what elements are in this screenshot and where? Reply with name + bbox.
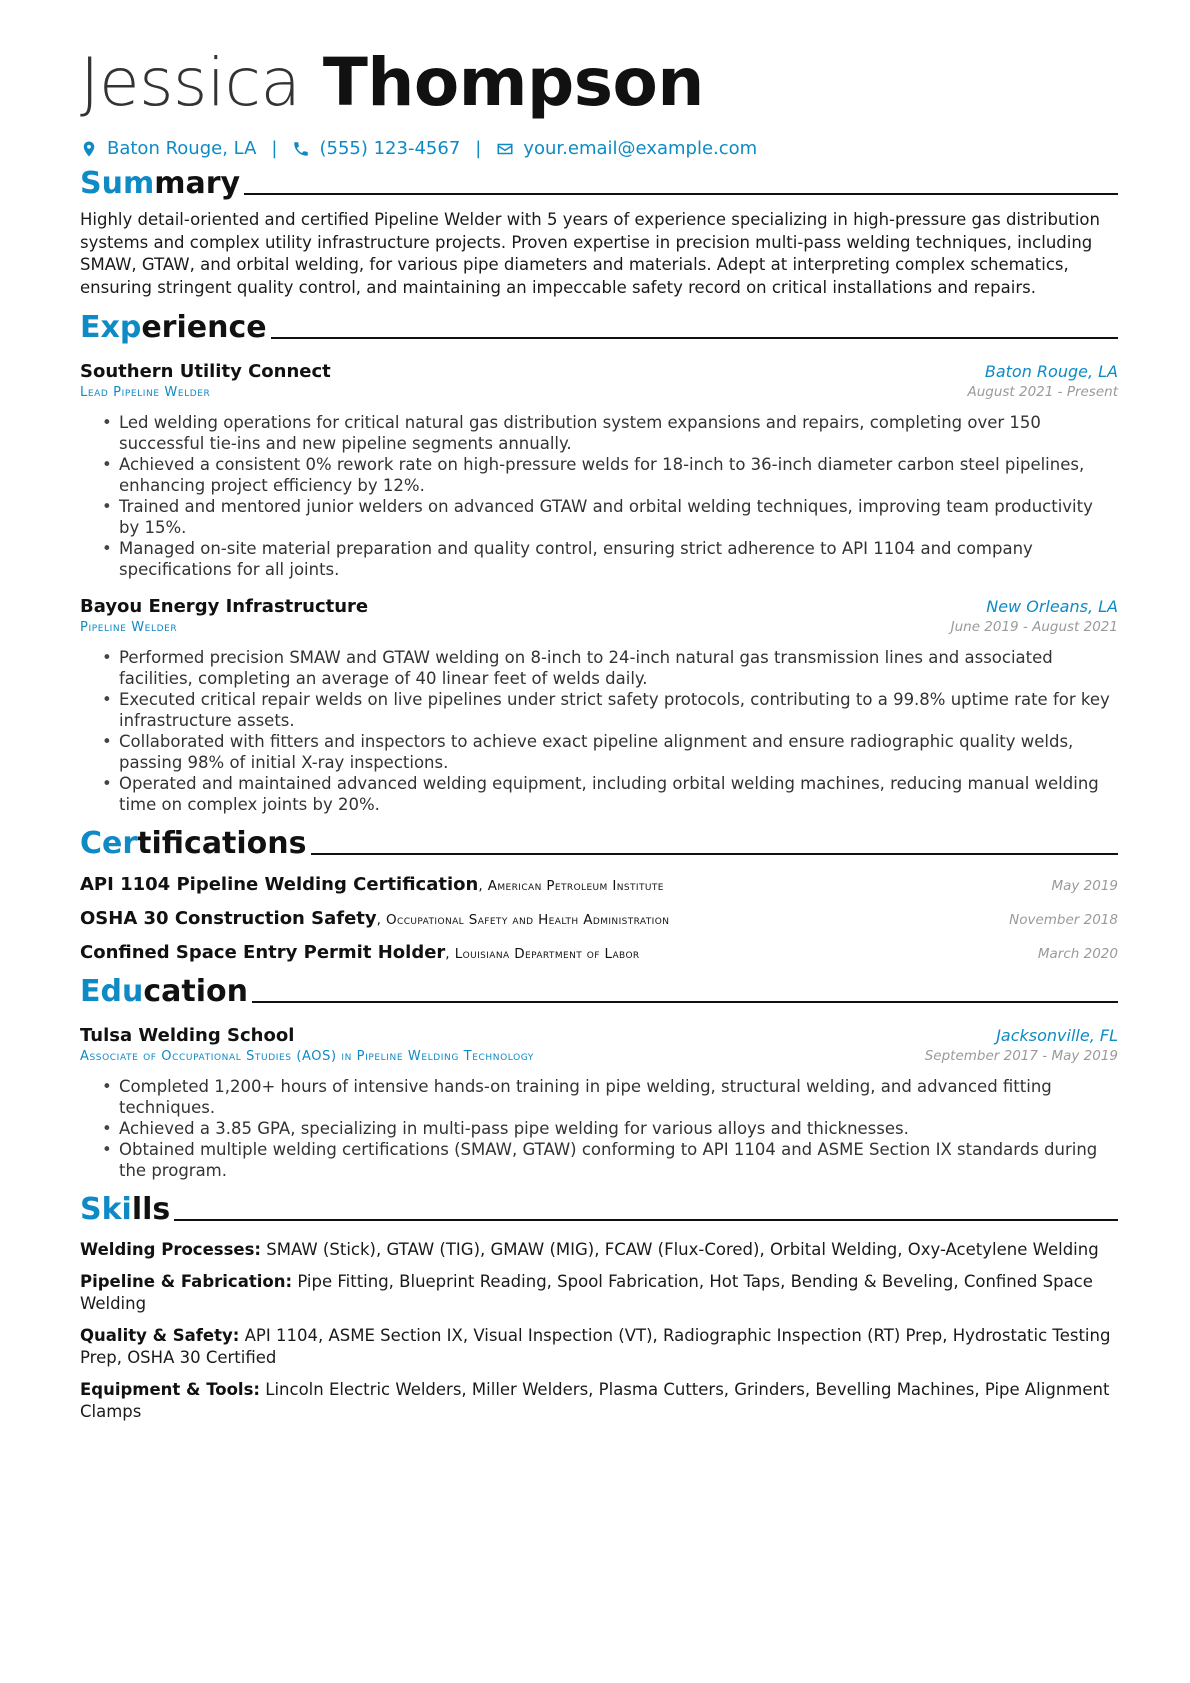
list-item: • Led welding operations for critical natural gas distribution system expansions and repairs, completing over 150 successful tie-ins and new pipeline segments annually. <box>102 412 1118 454</box>
summary-text: Highly detail-oriented and certified Pipeline Welder with 5 years of experience specializing in high-pressure gas distribution systems and complex utility infrastructure projects. Proven expertise in precision multi-pass welding techniques, including SMAW, GTAW, and orbital welding, for various pipe diameters and materials. Adept at interpreting complex schematics, ensuring stringent quality control, and maintaining an impeccable safety record on critical installations and repairs. <box>80 210 1100 297</box>
title-accent: Ski <box>80 1192 132 1227</box>
section-title <box>80 827 307 861</box>
contact-phone[interactable] <box>292 138 460 159</box>
job-title: Lead Pipeline Welder <box>80 385 211 400</box>
separator: | <box>271 138 278 159</box>
list-item: • Operated and maintained advanced welding equipment, including orbital welding machines, reducing manual welding time on complex joints by 20%. <box>102 773 1118 815</box>
education-entry <box>80 1025 1118 1181</box>
title-accent: Edu <box>80 974 144 1009</box>
contact-bar <box>80 138 1118 159</box>
cert-issuer: Louisiana Department of Labor <box>454 946 640 962</box>
list-item: • Executed critical repair welds on live pipelines under strict safety protocols, contributing to a 99.8% uptime rate for key infrastructure assets. <box>102 689 1118 731</box>
cert-comma: , <box>478 878 488 894</box>
list-item: • Managed on-site material preparation and quality control, ensuring strict adherence to API 1104 and company specifications for all joints. <box>102 538 1118 580</box>
skill-row <box>80 1379 1118 1423</box>
email-link[interactable]: your.email@example.com <box>523 138 758 159</box>
list-item: • Collaborated with fitters and inspectors to achieve exact pipeline alignment and ensure radiographic quality welds, passing 98% of initial X-ray inspections. <box>102 731 1118 773</box>
experience-heading <box>80 311 1118 345</box>
section-title <box>80 311 267 345</box>
list-item: • Obtained multiple welding certifications (SMAW, GTAW) conforming to API 1104 and ASME Section IX standards during the program. <box>102 1139 1118 1181</box>
list-item: • Completed 1,200+ hours of intensive hands-on training in pipe welding, structural welding, and advanced fitting techniques. <box>102 1076 1118 1118</box>
list-item: • Trained and mentored junior welders on advanced GTAW and orbital welding techniques, improving team productivity by 15%. <box>102 496 1118 538</box>
education-dates: September 2017 - May 2019 <box>924 1048 1118 1064</box>
degree-name: Associate of Occupational Studies (AOS) in Pipeline Welding Technology <box>80 1049 534 1064</box>
section-rule <box>174 1219 1118 1221</box>
education-bullets <box>80 1076 1118 1181</box>
cert-name: OSHA 30 Construction Safety <box>80 908 377 929</box>
skill-value: Pipe Fitting, Blueprint Reading, Spool Fabrication, Hot Taps, Bending & Beveling, Confined Space Welding <box>80 1272 1093 1313</box>
certification-item <box>80 874 1118 895</box>
education-heading <box>80 975 1118 1009</box>
cert-issuer: American Petroleum Institute <box>487 878 664 894</box>
contact-email[interactable] <box>496 138 757 159</box>
phone-text: (555) 123-4567 <box>319 138 461 159</box>
list-item: • Achieved a consistent 0% rework rate on high-pressure welds for 18-inch to 36-inch diameter carbon steel pipelines, enhancing project efficiency by 12%. <box>102 454 1118 496</box>
section-rule <box>311 853 1118 855</box>
skill-label: Welding Processes: <box>80 1240 262 1259</box>
cert-comma: , <box>376 912 387 928</box>
company-name: Bayou Energy Infrastructure <box>80 596 369 617</box>
title-rest: erience <box>141 310 267 345</box>
job-bullets <box>80 647 1118 815</box>
skill-value: Lincoln Electric Welders, Miller Welders, Plasma Cutters, Grinders, Bevelling Machines, Pipe Alignment Clamps <box>80 1380 1110 1421</box>
skill-label: Pipeline & Fabrication: <box>80 1272 293 1291</box>
cert-issuer: Occupational Safety and Health Administration <box>386 912 670 928</box>
job-title: Pipeline Welder <box>80 620 178 635</box>
title-rest: tifications <box>137 826 307 861</box>
title-rest: lls <box>131 1192 171 1227</box>
skill-row <box>80 1325 1118 1369</box>
skill-label: Quality & Safety: <box>80 1326 240 1345</box>
section-title <box>80 1193 170 1227</box>
skills-heading <box>80 1193 1118 1227</box>
job-dates: August 2021 - Present <box>967 384 1118 400</box>
title-accent: Exp <box>80 310 142 345</box>
title-accent: Cer <box>80 826 138 861</box>
phone-icon <box>292 140 310 158</box>
map-pin-icon <box>80 140 98 158</box>
section-title <box>80 167 240 201</box>
candidate-name <box>80 44 1118 122</box>
job-entry <box>80 596 1118 815</box>
skill-value: SMAW (Stick), GTAW (TIG), GMAW (MIG), FCAW (Flux-Cored), Orbital Welding, Oxy-Acetylene Welding <box>266 1240 1099 1259</box>
section-rule <box>244 193 1118 195</box>
cert-date: November 2018 <box>1009 912 1118 928</box>
skill-value: API 1104, ASME Section IX, Visual Inspection (VT), Radiographic Inspection (RT) Prep, Hydrostatic Testing Prep, OSHA 30 Certified <box>80 1326 1111 1367</box>
skill-label: Equipment & Tools: <box>80 1380 261 1399</box>
envelope-icon <box>496 140 514 158</box>
first-name: Jessica <box>80 44 301 121</box>
location-text: Baton Rouge, LA <box>107 138 257 159</box>
contact-location <box>80 138 256 159</box>
list-item: • Performed precision SMAW and GTAW welding on 8-inch to 24-inch natural gas transmission lines and associated facilities, completing an average of 40 linear feet of welds daily. <box>102 647 1118 689</box>
job-bullets <box>80 412 1118 580</box>
cert-name: Confined Space Entry Permit Holder <box>80 942 446 963</box>
last-name: Thompson <box>322 44 704 121</box>
school-location: Jacksonville, FL <box>996 1026 1118 1045</box>
skill-row <box>80 1271 1118 1315</box>
job-location: Baton Rouge, LA <box>984 362 1118 381</box>
separator: | <box>475 138 482 159</box>
title-rest: cation <box>143 974 248 1009</box>
job-entry <box>80 361 1118 580</box>
school-name: Tulsa Welding School <box>80 1025 295 1046</box>
section-rule <box>252 1001 1118 1003</box>
certification-item <box>80 942 1118 963</box>
company-name: Southern Utility Connect <box>80 361 331 382</box>
summary-heading <box>80 167 1118 201</box>
cert-date: May 2019 <box>1051 878 1118 894</box>
list-item: • Achieved a 3.85 GPA, specializing in multi-pass pipe welding for various alloys and thicknesses. <box>102 1118 1118 1139</box>
title-rest: mary <box>154 166 241 201</box>
section-title <box>80 975 248 1009</box>
cert-name: API 1104 Pipeline Welding Certification <box>80 874 479 895</box>
cert-date: March 2020 <box>1037 946 1118 962</box>
certifications-heading <box>80 827 1118 861</box>
cert-comma: , <box>445 946 455 962</box>
job-location: New Orleans, LA <box>986 597 1118 616</box>
section-rule <box>271 337 1118 339</box>
title-accent: Sum <box>80 166 155 201</box>
job-dates: June 2019 - August 2021 <box>950 619 1118 635</box>
certification-item <box>80 908 1118 929</box>
skill-row <box>80 1239 1118 1261</box>
